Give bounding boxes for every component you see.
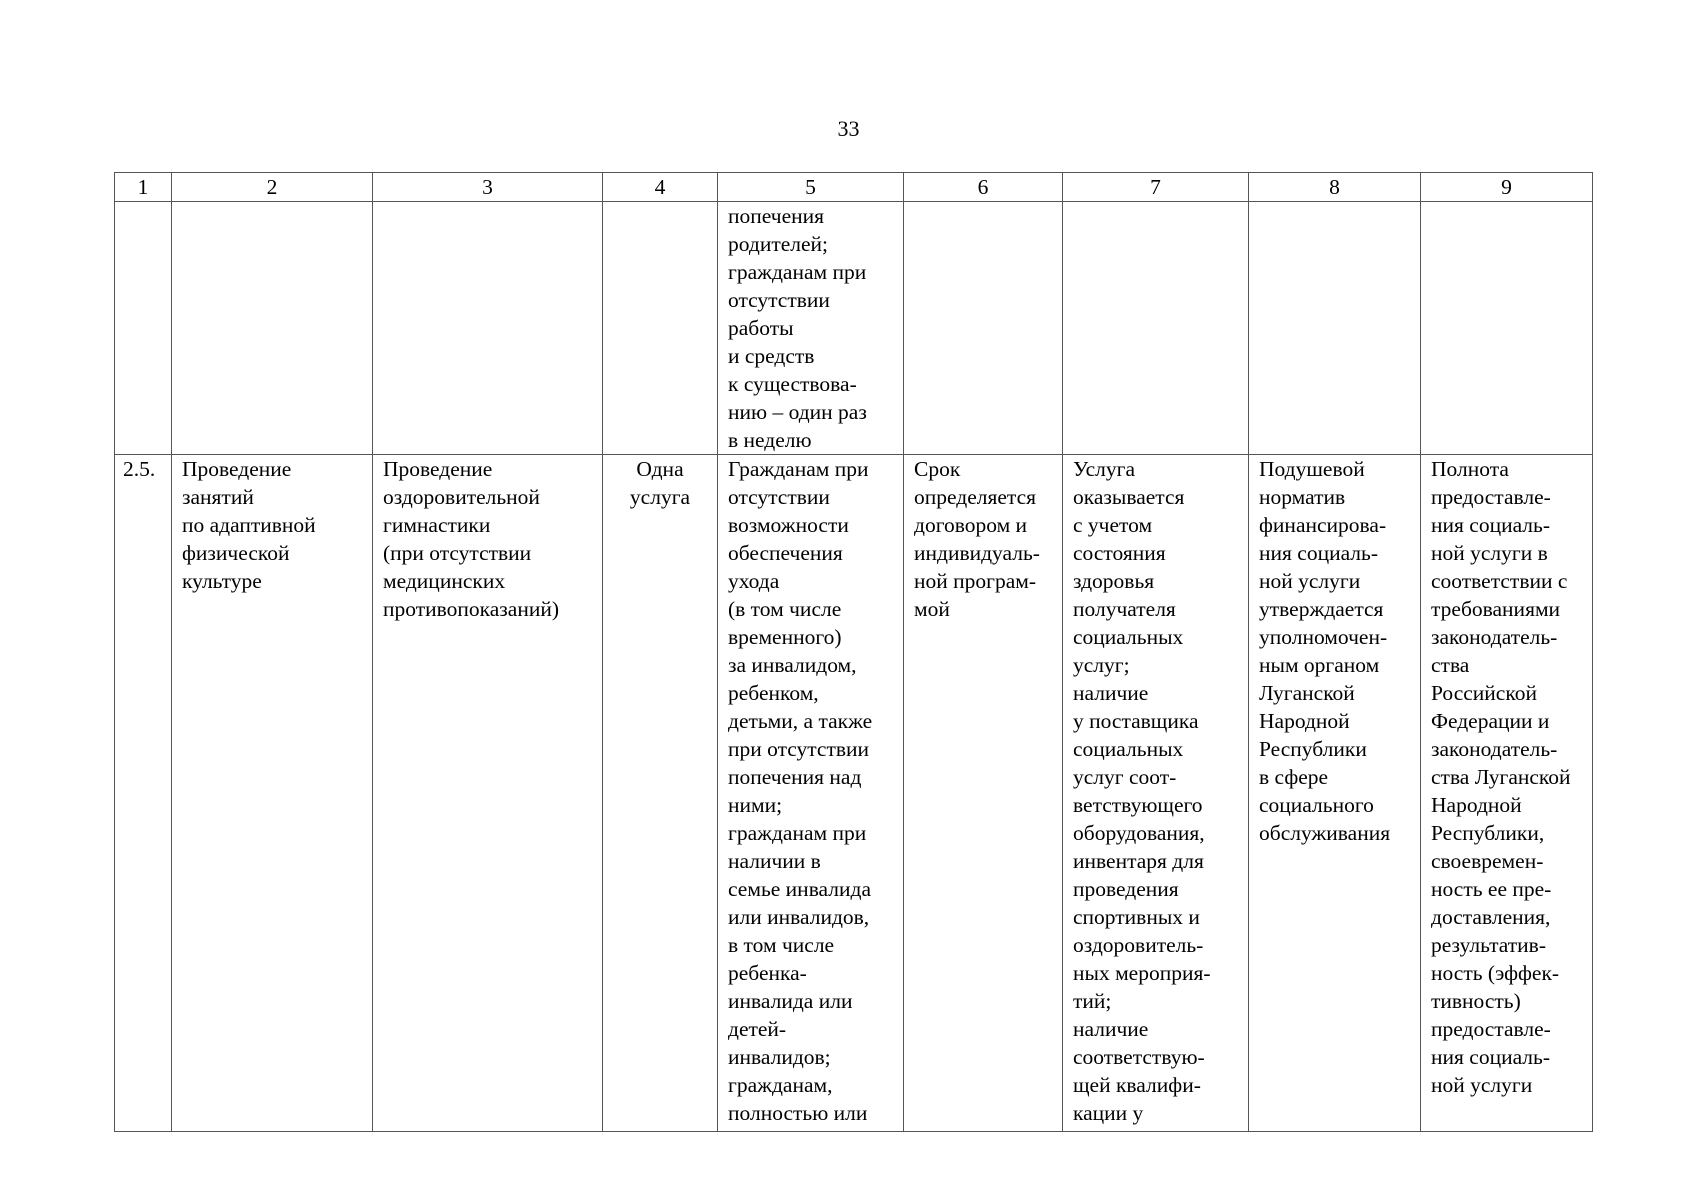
cell-text-line: к существова- bbox=[728, 372, 857, 396]
column-header: 2 bbox=[172, 173, 373, 202]
cell-text-line: отсутствии bbox=[728, 485, 830, 509]
cell-text-line: ства bbox=[1431, 653, 1470, 677]
cell-text-line: гражданам при bbox=[728, 821, 867, 845]
cell-text-line: получателя bbox=[1073, 597, 1176, 621]
empty-cell bbox=[904, 202, 1063, 455]
cell-text-line: за инвалидом, bbox=[728, 653, 857, 677]
cell-text-line: тивность) bbox=[1431, 989, 1521, 1013]
cell-text-line: детей- bbox=[728, 1017, 787, 1041]
cell-text-line: ных мероприя- bbox=[1073, 961, 1211, 985]
cell-text-line: у поставщика bbox=[1073, 709, 1199, 733]
cell-text-line: результатив- bbox=[1431, 933, 1546, 957]
cell-text-line: соответствии с bbox=[1431, 569, 1568, 593]
cell-text-line: предоставле- bbox=[1431, 485, 1551, 509]
cell-text-line: соответствую- bbox=[1073, 1045, 1205, 1069]
cell-text-line: норматив bbox=[1259, 485, 1346, 509]
cell-text-line: ность ее пре- bbox=[1431, 877, 1552, 901]
column-header: 4 bbox=[603, 173, 718, 202]
cell-text-line: предоставле- bbox=[1431, 1017, 1551, 1041]
cell-text-line: социальных bbox=[1073, 737, 1184, 761]
empty-cell bbox=[1421, 202, 1593, 455]
cell-text-line: ния социаль- bbox=[1259, 541, 1379, 565]
cell-text-line: инвалида или bbox=[728, 989, 853, 1013]
cell-text-line: гражданам при bbox=[728, 260, 867, 284]
cell-text-line: детьми, а также bbox=[728, 709, 873, 733]
cell-text-line: Луганской bbox=[1259, 681, 1355, 705]
service-financing-cell bbox=[1249, 455, 1421, 1132]
cell-text-line: законодатель- bbox=[1431, 625, 1558, 649]
services-table bbox=[114, 172, 1593, 1132]
cell-text-line: временного) bbox=[728, 625, 842, 649]
cell-text-line: гражданам, bbox=[728, 1073, 833, 1097]
service-term-cell bbox=[904, 455, 1063, 1132]
cell-text-line: ность (эффек- bbox=[1431, 961, 1560, 985]
cell-text-line: по адаптивной bbox=[182, 513, 316, 537]
cell-text-line: индивидуаль- bbox=[914, 541, 1040, 565]
service-quality-cell bbox=[1421, 455, 1593, 1132]
cell-text-line: противопоказаний) bbox=[383, 597, 560, 621]
cell-text-line: социальных bbox=[1073, 625, 1184, 649]
page-number: 33 bbox=[837, 116, 860, 141]
continuation-row bbox=[115, 202, 1593, 455]
cell-text-line: Проведение bbox=[383, 457, 493, 481]
cell-text-line: финансирова- bbox=[1259, 513, 1387, 537]
cell-text-line: культуре bbox=[182, 569, 262, 593]
cell-text-line: Народной bbox=[1431, 793, 1522, 817]
cell-text-line: Одна bbox=[636, 457, 684, 481]
column-header: 1 bbox=[115, 173, 172, 202]
cell-text-line: Республики bbox=[1259, 737, 1367, 761]
cell-text-line: с учетом bbox=[1073, 513, 1153, 537]
cell-text-line: услуг; bbox=[1073, 653, 1130, 677]
cell-text-line: ребенка- bbox=[728, 961, 807, 985]
cell-text-line: наличии в bbox=[728, 849, 821, 873]
service-conditions-cell bbox=[1063, 455, 1249, 1132]
empty-cell bbox=[373, 202, 603, 455]
cell-text-line: состояния bbox=[1073, 541, 1166, 565]
empty-cell bbox=[1249, 202, 1421, 455]
cell-text-line: ной услуги в bbox=[1431, 541, 1548, 565]
cell-text-line: оздоровитель- bbox=[1073, 933, 1204, 957]
cell-text-line: или инвалидов, bbox=[728, 905, 870, 929]
service-name-cell bbox=[172, 455, 373, 1132]
service-number-cell: 2.5. bbox=[115, 455, 172, 1132]
column-header: 5 bbox=[718, 173, 904, 202]
cell-text-line: Народной bbox=[1259, 709, 1350, 733]
cell-text-line: ной програм- bbox=[914, 569, 1037, 593]
cell-text-line: оздоровительной bbox=[383, 485, 540, 509]
recipients-continuation-cell bbox=[718, 202, 904, 455]
cell-text-line: Подушевой bbox=[1259, 457, 1365, 481]
empty-cell bbox=[1063, 202, 1249, 455]
cell-text-line: оказывается bbox=[1073, 485, 1185, 509]
cell-text-line: возможности bbox=[728, 513, 849, 537]
cell-text-line: ними; bbox=[728, 793, 783, 817]
column-header: 6 bbox=[904, 173, 1063, 202]
cell-text-line: попечения над bbox=[728, 765, 862, 789]
cell-text-line: законодатель- bbox=[1431, 737, 1558, 761]
service-description-cell bbox=[373, 455, 603, 1132]
empty-cell bbox=[603, 202, 718, 455]
cell-text-line: кации у bbox=[1073, 1101, 1144, 1125]
empty-cell bbox=[172, 202, 373, 455]
cell-text-line: наличие bbox=[1073, 1017, 1149, 1041]
cell-text-line: Срок bbox=[914, 457, 961, 481]
service-unit-cell bbox=[603, 455, 718, 1132]
cell-text-line: утверждается bbox=[1259, 597, 1384, 621]
cell-text-line: доставления, bbox=[1431, 905, 1551, 929]
cell-text-line: и средств bbox=[728, 344, 815, 368]
cell-text-line: Полнота bbox=[1431, 457, 1509, 481]
cell-text-line: Российской bbox=[1431, 681, 1537, 705]
column-header: 9 bbox=[1421, 173, 1593, 202]
cell-text-line: в том числе bbox=[728, 933, 835, 957]
empty-cell bbox=[115, 202, 172, 455]
cell-text-line: услуга bbox=[629, 485, 691, 509]
cell-text-line: нию – один раз bbox=[728, 400, 867, 424]
cell-text-line: при отсутствии bbox=[728, 737, 870, 761]
service-recipients-cell bbox=[718, 455, 904, 1132]
cell-text-line: тий; bbox=[1073, 989, 1112, 1013]
cell-text-line: обеспечения bbox=[728, 541, 843, 565]
cell-text-line: здоровья bbox=[1073, 569, 1155, 593]
column-header: 7 bbox=[1063, 173, 1249, 202]
column-header: 8 bbox=[1249, 173, 1421, 202]
cell-text-line: спортивных и bbox=[1073, 905, 1200, 929]
cell-text-line: ветствующего bbox=[1073, 793, 1203, 817]
cell-text-line: ства Луганской bbox=[1431, 765, 1571, 789]
cell-text-line: Федерации и bbox=[1431, 709, 1550, 733]
cell-text-line: медицинских bbox=[383, 569, 506, 593]
cell-text-line: в неделю bbox=[728, 428, 812, 452]
cell-text-line: договором и bbox=[914, 513, 1028, 537]
cell-text-line: уполномочен- bbox=[1259, 625, 1388, 649]
cell-text-line: Гражданам при bbox=[728, 457, 869, 481]
column-number-row bbox=[115, 173, 1593, 202]
cell-text-line: мой bbox=[914, 597, 950, 621]
column-header: 3 bbox=[373, 173, 603, 202]
cell-text-line: требованиями bbox=[1431, 597, 1561, 621]
cell-text-line: работы bbox=[728, 316, 794, 340]
cell-text-line: инвентаря для bbox=[1073, 849, 1204, 873]
cell-text-line: отсутствии bbox=[728, 288, 830, 312]
cell-text-line: проведения bbox=[1073, 877, 1179, 901]
cell-text-line: полностью или bbox=[728, 1101, 868, 1125]
cell-text-line: занятий bbox=[182, 485, 254, 509]
cell-text-line: (при отсутствии bbox=[383, 541, 532, 565]
cell-text-line: определяется bbox=[914, 485, 1036, 509]
cell-text-line: гимнастики bbox=[383, 513, 491, 537]
cell-text-line: ным органом bbox=[1259, 653, 1380, 677]
cell-text-line: ной услуги bbox=[1259, 569, 1361, 593]
cell-text-line: родителей; bbox=[728, 232, 829, 256]
cell-text-line: в сфере bbox=[1259, 765, 1329, 789]
service-row-2-5 bbox=[115, 455, 1593, 1132]
cell-text-line: социального bbox=[1259, 793, 1374, 817]
cell-text-line: семье инвалида bbox=[728, 877, 872, 901]
cell-text-line: ребенком, bbox=[728, 681, 819, 705]
cell-text-line: ния социаль- bbox=[1431, 513, 1551, 537]
cell-text-line: щей квалифи- bbox=[1073, 1073, 1201, 1097]
cell-text-line: обслуживания bbox=[1259, 821, 1391, 845]
cell-text-line: инвалидов; bbox=[728, 1045, 831, 1069]
cell-text-line: физической bbox=[182, 541, 290, 565]
cell-text-line: своевремен- bbox=[1431, 849, 1544, 873]
cell-text-line: попечения bbox=[728, 204, 825, 228]
cell-text-line: оборудования, bbox=[1073, 821, 1205, 845]
cell-text-line: ния социаль- bbox=[1431, 1045, 1551, 1069]
cell-text-line: ной услуги bbox=[1431, 1073, 1533, 1097]
cell-text-line: Проведение bbox=[182, 457, 292, 481]
cell-text-line: наличие bbox=[1073, 681, 1149, 705]
cell-text-line: ухода bbox=[728, 569, 780, 593]
cell-text-line: Услуга bbox=[1073, 457, 1136, 481]
cell-text-line: Республики, bbox=[1431, 821, 1545, 845]
cell-text-line: услуг соот- bbox=[1073, 765, 1177, 789]
cell-text-line: (в том числе bbox=[728, 597, 842, 621]
